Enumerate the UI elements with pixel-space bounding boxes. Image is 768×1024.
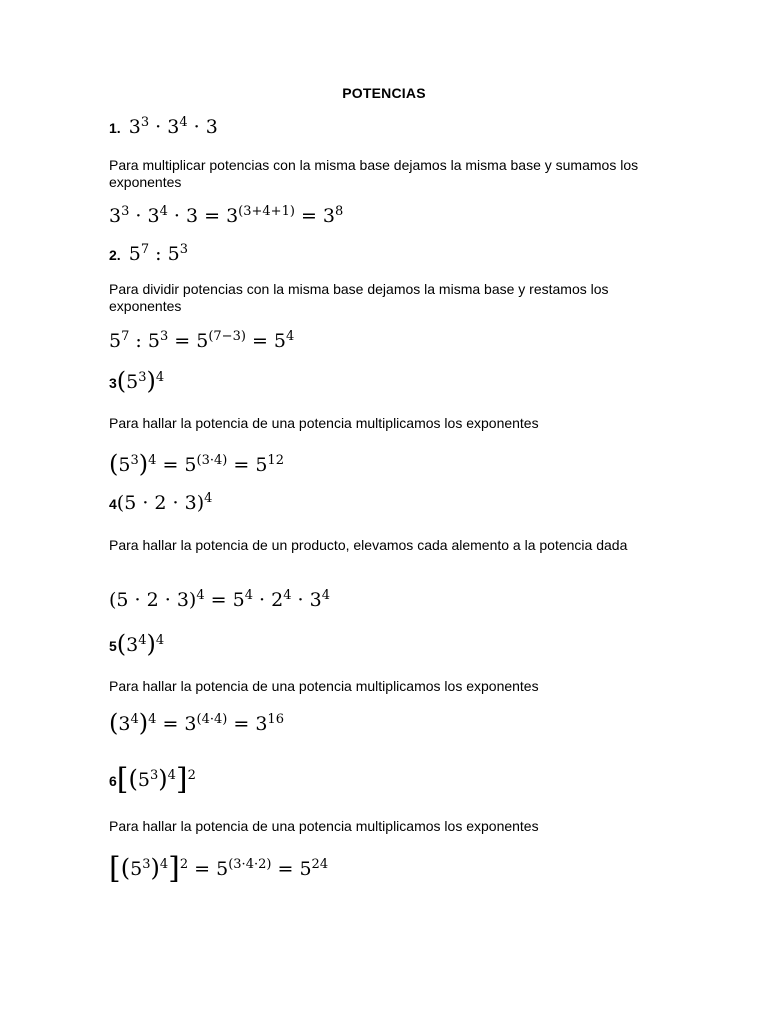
exercise-1-solution: $3^3 \cdot 3^4 \cdot 3 = 3^{(3+4+1)} = 3^8$ (109, 203, 344, 227)
exercise-5-statement (109, 630, 164, 658)
exercise-2-statement (109, 243, 188, 265)
exercise-4-number: 4 (109, 496, 117, 512)
exercise-3-solution: $(5^3)^4 = 5^{(3\cdot 4)} = 5^{12}$ (109, 450, 284, 478)
exercise-1-explanation: Para multiplicar potencias con la misma base dejamos la misma base y sumamos los exponentes (109, 157, 639, 190)
exercise-6-statement (109, 762, 196, 797)
exercise-1-statement (109, 116, 218, 138)
exercise-4-explanation: Para hallar la potencia de un producto, elevamos cada alemento a la potencia dada (109, 537, 628, 553)
exercise-2-expression: $5^7$ : $5^3$ (128, 241, 188, 265)
exercise-5-solution: $(3^4)^4 = 3^{(4\cdot 4)} = 3^{16}$ (109, 709, 284, 737)
exercise-2-number: 2. (109, 247, 121, 263)
exercise-4-solution: $(5 \cdot 2 \cdot 3)^4 = 5^4 \cdot 2^4 \cdot 3^4$ (109, 587, 330, 611)
exercise-6-solution: $[(5^3)^4]^2 = 5^{(3\cdot 4\cdot 2)} = 5^{24}$ (109, 851, 329, 886)
exercise-5-number: 5 (109, 638, 117, 654)
exercise-4-expression: $(5 \cdot 2 \cdot 3)^4$ (116, 490, 213, 514)
exercise-5-expression: $(3^4)^4$ (116, 630, 165, 658)
exercise-4-statement (109, 492, 212, 514)
exercise-1-number: 1. (109, 120, 121, 136)
exercise-5-explanation: Para hallar la potencia de una potencia multiplicamos los exponentes (109, 678, 539, 694)
exercise-3-number: 3 (109, 375, 117, 391)
exercise-3-expression: $(5^3)^4$ (116, 367, 165, 395)
exercise-3-statement (109, 367, 164, 395)
exercise-2-explanation: Para dividir potencias con la misma base dejamos la misma base y restamos los exponentes (109, 281, 609, 314)
exercise-3-explanation: Para hallar la potencia de una potencia multiplicamos los exponentes (109, 415, 539, 431)
exercise-6-number: 6 (109, 773, 117, 789)
exercise-2-solution: $5^7$ : $5^3 = 5^{(7-3)} = 5^4$ (109, 328, 295, 352)
exercise-6-expression: $[(5^3)^4]^2$ (116, 762, 196, 797)
exercise-1-expression: $3^3 \cdot 3^4 \cdot 3$ (128, 114, 218, 138)
exercise-6-explanation: Para hallar la potencia de una potencia multiplicamos los exponentes (109, 818, 539, 834)
page-title: POTENCIAS (342, 85, 426, 101)
